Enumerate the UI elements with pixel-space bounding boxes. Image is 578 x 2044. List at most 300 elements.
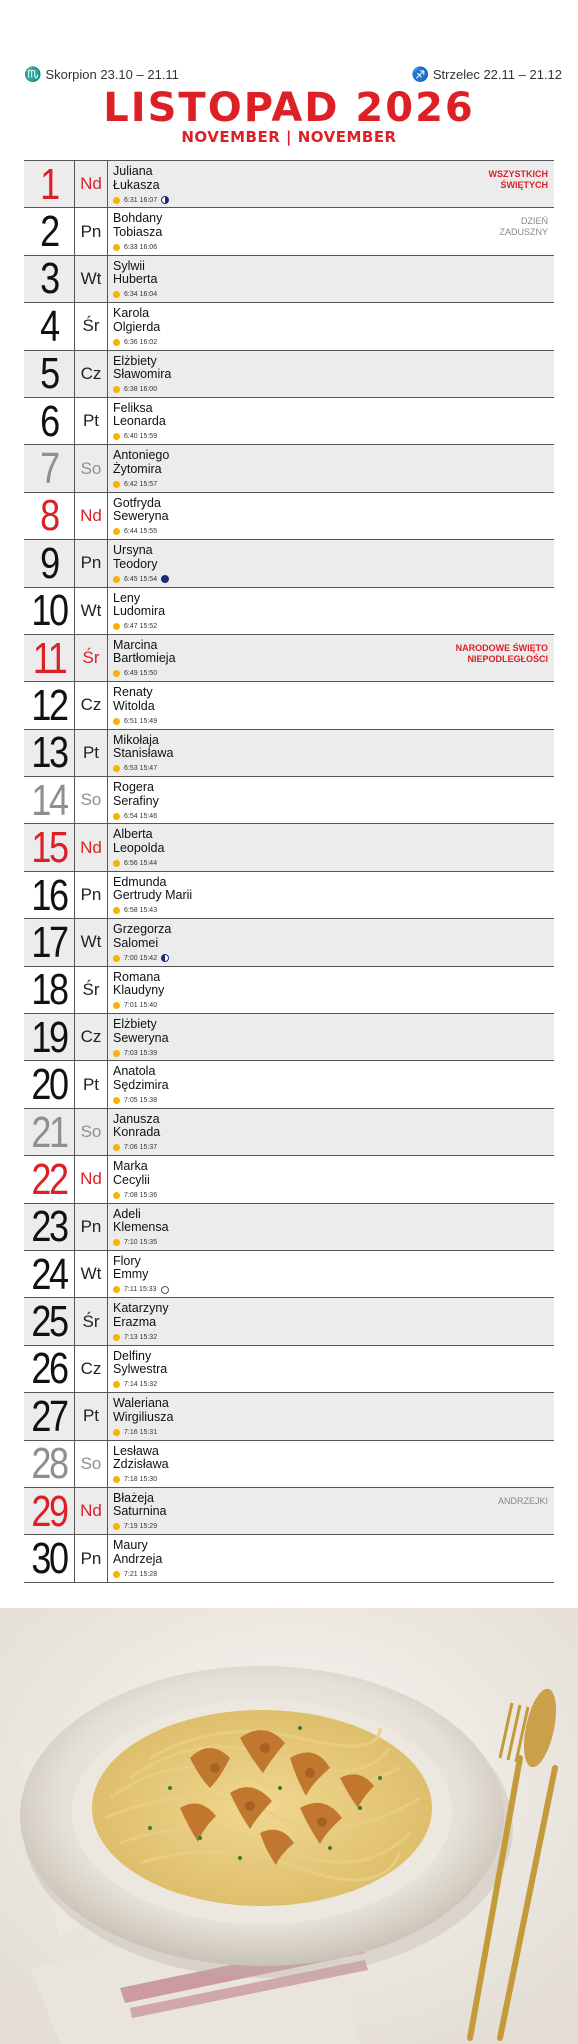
day-row <box>24 1393 554 1440</box>
left-zodiac-label: Skorpion 23.10 – 21.11 <box>45 66 179 82</box>
sun-icon <box>113 433 120 440</box>
day-info <box>108 872 554 918</box>
name-days <box>113 1208 554 1235</box>
sun-times <box>113 1522 554 1532</box>
day-row <box>24 1061 554 1108</box>
weekday-abbr: So <box>74 1109 108 1155</box>
weekday-abbr: Cz <box>74 682 108 728</box>
sun-times <box>113 1048 554 1058</box>
sun-icon <box>113 907 120 914</box>
name-day-2: Saturnina <box>113 1504 167 1519</box>
day-number: 30 <box>31 1534 67 1584</box>
sun-times <box>113 385 554 395</box>
sunrise-sunset-text: 6:51 15:49 <box>124 717 158 725</box>
weekday-abbr: Pt <box>74 1061 108 1107</box>
weekday-abbr: Pn <box>74 208 108 254</box>
sun-times <box>113 1143 554 1153</box>
day-info <box>108 1014 554 1060</box>
weekday-abbr: So <box>74 777 108 823</box>
sun-icon <box>113 813 120 820</box>
day-info <box>108 682 554 728</box>
name-day-1: Karola <box>113 306 150 321</box>
sun-times <box>113 669 554 679</box>
day-info <box>108 208 554 254</box>
name-days <box>113 1539 554 1566</box>
day-row <box>24 351 554 398</box>
day-info <box>108 635 554 681</box>
sun-times <box>113 1427 554 1437</box>
day-number: 21 <box>31 1107 67 1157</box>
sun-times <box>113 1475 554 1485</box>
day-info <box>108 1204 554 1250</box>
day-info <box>108 1298 554 1344</box>
day-info <box>108 445 554 491</box>
name-days <box>113 828 554 855</box>
sun-times <box>113 290 554 300</box>
sunrise-sunset-text: 6:33 16:06 <box>124 243 158 251</box>
right-zodiac-label: Strzelec 22.11 – 21.12 <box>432 66 562 82</box>
day-info <box>108 398 554 444</box>
name-day-1: Błażeja <box>113 1490 154 1505</box>
day-row <box>24 588 554 635</box>
zodiac-bar <box>24 64 562 84</box>
day-number: 7 <box>40 444 58 494</box>
sun-icon <box>113 1381 120 1388</box>
day-row <box>24 730 554 777</box>
name-day-1: Elżbiety <box>113 353 157 368</box>
name-day-2: Seweryna <box>113 1030 169 1045</box>
sun-icon <box>113 860 120 867</box>
day-info <box>108 730 554 776</box>
name-day-2: Erazma <box>113 1314 157 1329</box>
sun-icon <box>113 718 120 725</box>
day-row <box>24 256 554 303</box>
sun-times <box>113 1285 554 1295</box>
sun-times <box>113 242 554 252</box>
day-number: 15 <box>31 823 67 873</box>
name-day-1: Renaty <box>113 685 153 700</box>
name-day-1: Leny <box>113 590 141 605</box>
day-number: 26 <box>31 1344 67 1394</box>
name-day-2: Andrzeja <box>113 1551 163 1566</box>
day-info <box>108 1346 554 1392</box>
name-day-1: Janusza <box>113 1111 160 1126</box>
sun-icon <box>113 1144 120 1151</box>
sun-icon <box>113 670 120 677</box>
name-days <box>113 592 554 619</box>
sun-times <box>113 953 554 963</box>
day-number: 13 <box>31 728 67 778</box>
name-days <box>113 1018 554 1045</box>
day-row <box>24 872 554 919</box>
sun-times <box>113 622 554 632</box>
name-days <box>113 307 554 334</box>
sun-icon <box>113 197 120 204</box>
sunrise-sunset-text: 6:45 15:54 <box>124 575 158 583</box>
day-info <box>108 351 554 397</box>
month-title: LISTOPAD 2026 <box>103 85 475 131</box>
name-days <box>113 449 554 476</box>
sunrise-sunset-text: 6:56 15:44 <box>124 859 158 867</box>
day-row <box>24 682 554 729</box>
day-info <box>108 1535 554 1581</box>
weekday-abbr: Nd <box>74 1156 108 1202</box>
sun-icon <box>113 1334 120 1341</box>
name-days <box>113 1255 554 1282</box>
name-day-2: Stanisława <box>113 746 174 761</box>
day-info <box>108 1251 554 1297</box>
name-day-2: Huberta <box>113 272 158 287</box>
day-number: 18 <box>31 965 67 1015</box>
day-row <box>24 1251 554 1298</box>
sun-icon <box>113 1002 120 1009</box>
food-photo <box>0 1608 578 2044</box>
name-days <box>113 876 554 903</box>
sunrise-sunset-text: 7:11 15:33 <box>124 1286 157 1294</box>
day-number: 16 <box>31 870 67 920</box>
day-info <box>108 493 554 539</box>
name-day-1: Waleriana <box>113 1396 169 1411</box>
name-day-1: Bohdany <box>113 211 163 226</box>
sunrise-sunset-text: 7:21 15:28 <box>124 1570 158 1578</box>
day-number: 25 <box>31 1297 67 1347</box>
name-day-2: Leopolda <box>113 840 165 855</box>
day-number: 29 <box>31 1486 67 1536</box>
name-days <box>113 734 554 761</box>
weekday-abbr: So <box>74 1441 108 1487</box>
day-number: 23 <box>31 1202 67 1252</box>
weekday-abbr: Śr <box>74 303 108 349</box>
sunrise-sunset-text: 7:10 15:35 <box>124 1239 158 1247</box>
day-number: 19 <box>31 1012 67 1062</box>
day-row <box>24 635 554 682</box>
name-days <box>113 1160 554 1187</box>
month-subtitle: NOVEMBER | NOVEMBER <box>181 128 397 146</box>
day-row <box>24 777 554 824</box>
name-day-2: Tobiasza <box>113 224 163 239</box>
sunrise-sunset-text: 7:16 15:31 <box>124 1428 158 1436</box>
name-day-2: Serafiny <box>113 793 159 808</box>
sunrise-sunset-text: 7:00 15:42 <box>124 954 158 962</box>
day-info <box>108 824 554 870</box>
sun-icon <box>113 1571 120 1578</box>
sunrise-sunset-text: 7:18 15:30 <box>124 1476 158 1484</box>
day-number: 11 <box>32 633 66 683</box>
name-days <box>113 544 554 571</box>
weekday-abbr: Pt <box>74 730 108 776</box>
sunrise-sunset-text: 6:58 15:43 <box>124 907 158 915</box>
weekday-abbr: Cz <box>74 1346 108 1392</box>
sun-icon <box>113 1097 120 1104</box>
sunrise-sunset-text: 6:47 15:52 <box>124 623 158 631</box>
day-info <box>108 1488 554 1534</box>
day-info <box>108 1109 554 1155</box>
day-info <box>108 540 554 586</box>
sun-times <box>113 1095 554 1105</box>
sagittarius-icon: ♐ <box>411 65 429 82</box>
name-days <box>113 1397 554 1424</box>
day-number: 8 <box>40 491 58 541</box>
day-info <box>108 588 554 634</box>
day-number: 2 <box>40 207 58 257</box>
day-info <box>108 777 554 823</box>
sunrise-sunset-text: 7:14 15:32 <box>124 1381 158 1389</box>
sun-times <box>113 811 554 821</box>
day-row <box>24 1441 554 1488</box>
day-number: 28 <box>31 1439 67 1489</box>
sunrise-sunset-text: 7:06 15:37 <box>124 1144 158 1152</box>
name-days <box>113 923 554 950</box>
sun-icon <box>113 1050 120 1057</box>
calendar-grid <box>24 160 554 1583</box>
name-days <box>113 402 554 429</box>
name-day-2: Klaudyny <box>113 983 165 998</box>
name-day-1: Juliana <box>113 164 153 178</box>
weekday-abbr: Pn <box>74 1204 108 1250</box>
day-row <box>24 161 554 208</box>
day-row <box>24 540 554 587</box>
sunrise-sunset-text: 7:01 15:40 <box>124 1002 158 1010</box>
name-day-1: Marka <box>113 1159 148 1174</box>
sun-times <box>113 195 554 205</box>
sunrise-sunset-text: 6:38 16:00 <box>124 386 158 394</box>
sun-times <box>113 1001 554 1011</box>
name-day-1: Katarzyny <box>113 1301 169 1316</box>
name-day-2: Seweryna <box>113 509 169 524</box>
name-day-1: Elżbiety <box>113 1017 157 1032</box>
name-day-2: Olgierda <box>113 319 161 334</box>
name-days <box>113 1492 554 1519</box>
sun-times <box>113 1238 554 1248</box>
day-number: 5 <box>40 349 58 399</box>
name-day-2: Teodory <box>113 556 158 571</box>
name-day-2: Zdzisława <box>113 1457 169 1472</box>
moon-phase-last-icon <box>161 954 169 962</box>
sun-icon <box>113 528 120 535</box>
weekday-abbr: Nd <box>74 161 108 207</box>
weekday-abbr: Śr <box>74 967 108 1013</box>
weekday-abbr: Pn <box>74 872 108 918</box>
name-day-1: Grzegorza <box>113 922 172 937</box>
sun-times <box>113 858 554 868</box>
moon-phase-first-icon <box>161 196 169 204</box>
name-days <box>113 1350 554 1377</box>
name-day-2: Salomei <box>113 935 159 950</box>
sun-icon <box>113 1476 120 1483</box>
day-row <box>24 1204 554 1251</box>
sun-times <box>113 527 554 537</box>
day-row <box>24 445 554 492</box>
sunrise-sunset-text: 6:34 16:04 <box>124 291 158 299</box>
name-day-1: Alberta <box>113 827 153 842</box>
name-days <box>113 260 554 287</box>
day-row <box>24 208 554 255</box>
name-days <box>113 1065 554 1092</box>
sunrise-sunset-text: 6:54 15:46 <box>124 812 158 820</box>
day-info <box>108 161 554 207</box>
sun-icon <box>113 1192 120 1199</box>
name-day-2: Łukasza <box>113 177 160 192</box>
day-row <box>24 398 554 445</box>
day-info <box>108 1156 554 1202</box>
day-row <box>24 1014 554 1061</box>
name-day-2: Żytomira <box>113 461 162 476</box>
name-day-2: Wirgiliusza <box>113 1409 174 1424</box>
name-day-2: Ludomira <box>113 604 166 619</box>
name-days <box>113 686 554 713</box>
name-day-2: Sylwestra <box>113 1362 168 1377</box>
sun-icon <box>113 765 120 772</box>
day-number: 12 <box>31 681 67 730</box>
name-day-1: Flory <box>113 1253 141 1268</box>
sun-icon <box>113 1429 120 1436</box>
name-day-2: Witolda <box>113 698 155 713</box>
name-day-1: Maury <box>113 1538 148 1553</box>
name-days <box>113 497 554 524</box>
day-number: 27 <box>31 1391 67 1441</box>
name-day-1: Ursyna <box>113 543 153 558</box>
name-day-1: Gotfryda <box>113 495 161 510</box>
day-number: 17 <box>31 917 67 967</box>
day-number: 10 <box>31 586 67 636</box>
sun-times <box>113 574 554 584</box>
sun-icon <box>113 386 120 393</box>
sun-icon <box>113 1239 120 1246</box>
weekday-abbr: Nd <box>74 493 108 539</box>
weekday-abbr: Wt <box>74 919 108 965</box>
day-info <box>108 1061 554 1107</box>
holiday-label: NARODOWE ŚWIĘTO NIEPODLEGŁOŚCI <box>455 642 548 664</box>
day-row <box>24 919 554 966</box>
sun-times <box>113 337 554 347</box>
sun-times <box>113 716 554 726</box>
day-row <box>24 1346 554 1393</box>
name-day-1: Antoniego <box>113 448 170 463</box>
sun-icon <box>113 481 120 488</box>
holiday-label: ANDRZEJKI <box>497 1495 548 1506</box>
name-day-1: Adeli <box>113 1206 141 1221</box>
holiday-label: WSZYSTKICH ŚWIĘTYCH <box>488 169 548 190</box>
name-days <box>113 1302 554 1329</box>
day-row <box>24 1488 554 1535</box>
sun-times <box>113 479 554 489</box>
sunrise-sunset-text: 7:19 15:29 <box>124 1523 158 1531</box>
sun-icon <box>113 244 120 251</box>
day-row <box>24 1298 554 1345</box>
weekday-abbr: So <box>74 445 108 491</box>
sunrise-sunset-text: 7:08 15:36 <box>124 1191 158 1199</box>
day-number: 20 <box>31 1060 67 1110</box>
day-row <box>24 967 554 1014</box>
name-days <box>113 212 554 239</box>
name-day-1: Rogera <box>113 780 154 795</box>
weekday-abbr: Śr <box>74 635 108 681</box>
name-day-2: Konrada <box>113 1125 161 1140</box>
sun-icon <box>113 291 120 298</box>
right-zodiac <box>411 66 562 83</box>
weekday-abbr: Wt <box>74 1251 108 1297</box>
day-number: 24 <box>31 1249 67 1299</box>
sun-icon <box>113 955 120 962</box>
name-days <box>113 355 554 382</box>
name-day-2: Sławomira <box>113 367 172 382</box>
day-row <box>24 303 554 350</box>
sunrise-sunset-text: 7:05 15:38 <box>124 1096 158 1104</box>
weekday-abbr: Nd <box>74 824 108 870</box>
sun-times <box>113 764 554 774</box>
holiday-label: DZIEŃ ZADUSZNY <box>499 216 548 238</box>
name-days <box>113 781 554 808</box>
day-row <box>24 1109 554 1156</box>
name-day-1: Anatola <box>113 1064 156 1079</box>
name-days <box>113 1113 554 1140</box>
day-number: 9 <box>40 538 58 588</box>
sun-times <box>113 1569 554 1579</box>
name-day-2: Gertrudy Marii <box>113 888 193 903</box>
name-day-1: Marcina <box>113 637 158 652</box>
day-number: 1 <box>40 159 58 209</box>
sunrise-sunset-text: 6:53 15:47 <box>124 765 158 773</box>
day-row <box>24 824 554 871</box>
day-row <box>24 493 554 540</box>
sun-icon <box>113 1286 120 1293</box>
weekday-abbr: Cz <box>74 1014 108 1060</box>
name-day-1: Romana <box>113 969 161 984</box>
name-day-1: Sylwii <box>113 258 145 273</box>
weekday-abbr: Pn <box>74 540 108 586</box>
day-info <box>108 919 554 965</box>
day-number: 4 <box>40 301 58 351</box>
day-info <box>108 1441 554 1487</box>
name-day-1: Mikołaja <box>113 732 159 747</box>
day-number: 14 <box>31 775 67 825</box>
sun-icon <box>113 623 120 630</box>
sun-times <box>113 1190 554 1200</box>
name-day-2: Bartłomieja <box>113 651 176 666</box>
pasta-with-chanterelles-image <box>0 1608 578 2044</box>
sun-icon <box>113 576 120 583</box>
name-days <box>113 1445 554 1472</box>
name-day-2: Leonarda <box>113 414 166 429</box>
weekday-abbr: Pn <box>74 1535 108 1581</box>
weekday-abbr: Wt <box>74 588 108 634</box>
sun-icon <box>113 339 120 346</box>
name-day-2: Cecylii <box>113 1172 150 1187</box>
moon-phase-full-icon <box>161 1286 169 1294</box>
day-number: 22 <box>31 1154 67 1204</box>
day-row <box>24 1535 554 1582</box>
left-zodiac <box>24 66 179 83</box>
day-row <box>24 1156 554 1203</box>
weekday-abbr: Cz <box>74 351 108 397</box>
weekday-abbr: Nd <box>74 1488 108 1534</box>
sunrise-sunset-text: 6:31 16:07 <box>124 196 158 204</box>
moon-phase-new-icon <box>161 575 169 583</box>
sunrise-sunset-text: 7:03 15:39 <box>124 1049 158 1057</box>
weekday-abbr: Pt <box>74 398 108 444</box>
day-info <box>108 256 554 302</box>
name-day-1: Delfiny <box>113 1348 152 1363</box>
sun-times <box>113 1380 554 1390</box>
sunrise-sunset-text: 7:13 15:32 <box>124 1333 158 1341</box>
weekday-abbr: Pt <box>74 1393 108 1439</box>
sun-times <box>113 1332 554 1342</box>
name-day-2: Klemensa <box>113 1220 169 1235</box>
sun-times <box>113 432 554 442</box>
day-number: 3 <box>40 254 58 304</box>
day-info <box>108 303 554 349</box>
sunrise-sunset-text: 6:40 15:59 <box>124 433 158 441</box>
